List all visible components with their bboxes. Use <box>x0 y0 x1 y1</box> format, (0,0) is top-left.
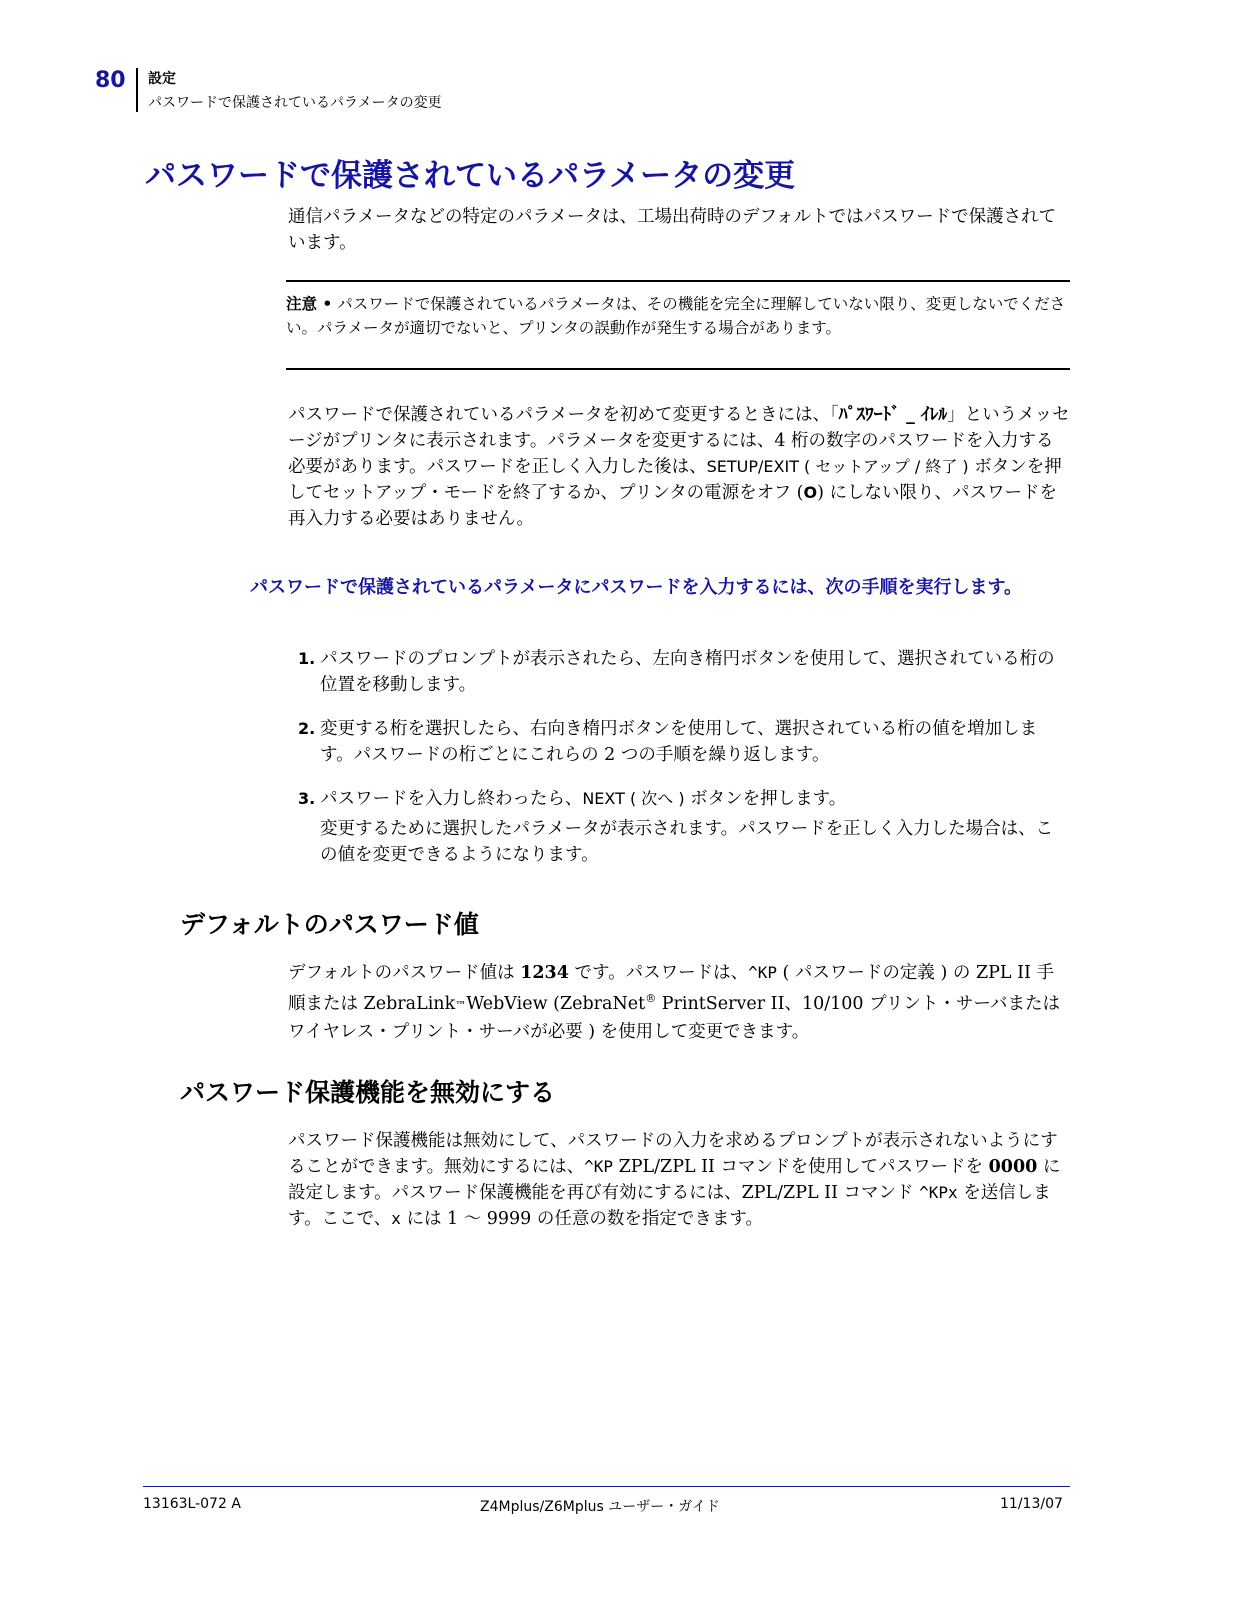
step-text: 変更する桁を選択したら、右向き楕円ボタンを使用して、選択されている桁の値を増加します。パスワードの桁ごとにこれらの 2 つの手順を繰り返します。 <box>320 719 1038 765</box>
page-number: 80 <box>95 68 126 93</box>
para2-text-1: パスワードで保護されているパラメータを初めて変更するときには、「 <box>288 405 839 425</box>
header-divider <box>136 68 138 112</box>
disable-text-3: に設定します。パスワード保護機能を再び有効にするには、ZPL/ZPL II コマンド <box>288 1157 1061 1203</box>
default-password-paragraph <box>288 960 1070 1045</box>
default-text-2: です。パスワードは、 <box>568 963 749 983</box>
procedure-heading: パスワードで保護されているパラメータにパスワードを入力するには、次の手順を実行します。 <box>250 577 1023 598</box>
footer-doc-number: 13163L-072 A <box>143 1496 241 1512</box>
footer-guide-title: Z4Mplus/Z6Mplus ユーザー・ガイド <box>480 1499 720 1515</box>
para2-text-2: 」というメッセージがプリンタに表示されます。パラメータを変更するには、4 桁の数字のパスワードを入力する必要があります。パスワードを正しく入力した後は、 <box>288 405 1070 477</box>
para2-text-3: ボタンを押してセットアップ・モードを終了するか、プリンタの電源をオフ ( <box>288 457 1062 503</box>
note-label: 注意 • <box>286 295 333 313</box>
next-button-label: NEXT ( 次へ ) <box>582 789 685 808</box>
registered-symbol: ® <box>645 992 657 1005</box>
kp-command: ^KP <box>584 1157 614 1176</box>
default-text-3: ( パスワードの定義 ) の ZPL II 手順または ZebraLink <box>288 963 1054 1014</box>
step-text <box>320 786 1070 812</box>
setup-exit-button-label: SETUP/EXIT ( セットアップ / 終了 ) <box>706 457 969 476</box>
default-text-4: WebView (ZebraNet <box>466 993 646 1014</box>
header-subsection: パスワードで保護されているパラメータの変更 <box>148 95 442 111</box>
disable-text-2: ZPL/ZPL II コマンドを使用してパスワードを <box>613 1157 989 1177</box>
step-number: 1. <box>298 649 316 668</box>
x-parameter: x <box>391 1209 401 1228</box>
disable-text-4: を送信します。ここで、 <box>288 1183 1051 1229</box>
intro-paragraph: 通信パラメータなどの特定のパラメータは、工場出荷時のデフォルトではパスワードで保護されています。 <box>288 207 1057 253</box>
note-text: パスワードで保護されているパラメータは、その機能を完全に理解していない限り、変更しないでください。パラメータが適切でないと、プリンタの誤動作が発生する場合があります。 <box>286 295 1066 337</box>
default-password-value: 1234 <box>520 963 569 983</box>
kp-command: ^KP <box>748 963 777 982</box>
step-result-text: 変更するために選択したパラメータが表示されます。パスワードを正しく入力した場合は、この値を変更できるようになります。 <box>320 819 1054 865</box>
header-section: 設定 <box>148 71 176 87</box>
printer-message: ﾊﾟｽﾜｰﾄﾞ _ ｲﾚﾙ <box>838 405 948 425</box>
step-number: 2. <box>298 719 316 738</box>
kpx-command: ^KPx <box>919 1183 958 1202</box>
disable-password-value: 0000 <box>988 1157 1038 1177</box>
caution-note <box>286 280 1070 370</box>
trademark-symbol: ™ <box>455 998 467 1012</box>
step-number: 3. <box>298 789 316 808</box>
default-text-5: PrintServer II、10/100 プリント・サーバまたはワイヤレス・プリント・サーバが必要 ) を使用して変更できます。 <box>288 993 1061 1042</box>
power-off-symbol: O <box>803 483 818 502</box>
step3-text-2: ボタンを押します。 <box>684 789 847 809</box>
page-title: パスワードで保護されているパラメータの変更 <box>145 158 796 194</box>
footer-date: 11/13/07 <box>1000 1496 1063 1512</box>
step3-text-1: パスワードを入力し終わったら、 <box>320 789 583 809</box>
para2-text-4: ) にしない限り、パスワードを再入力する必要はありません。 <box>288 483 1058 529</box>
disable-protection-heading: パスワード保護機能を無効にする <box>180 1078 556 1107</box>
disable-text-1: パスワード保護機能は無効にして、パスワードの入力を求めるプロンプトが表示されないようにすることができます。無効にするには、 <box>288 1131 1058 1177</box>
footer-divider <box>143 1486 1070 1487</box>
default-text-1: デフォルトのパスワード値は <box>288 963 521 983</box>
default-password-heading: デフォルトのパスワード値 <box>180 910 479 939</box>
step-text: パスワードのプロンプトが表示されたら、左向き楕円ボタンを使用して、選択されている桁の位置を移動します。 <box>320 649 1055 695</box>
disable-text-5: には 1 〜 9999 の任意の数を指定できます。 <box>400 1209 763 1229</box>
disable-protection-paragraph <box>288 1128 1070 1232</box>
password-paragraph <box>288 402 1070 532</box>
